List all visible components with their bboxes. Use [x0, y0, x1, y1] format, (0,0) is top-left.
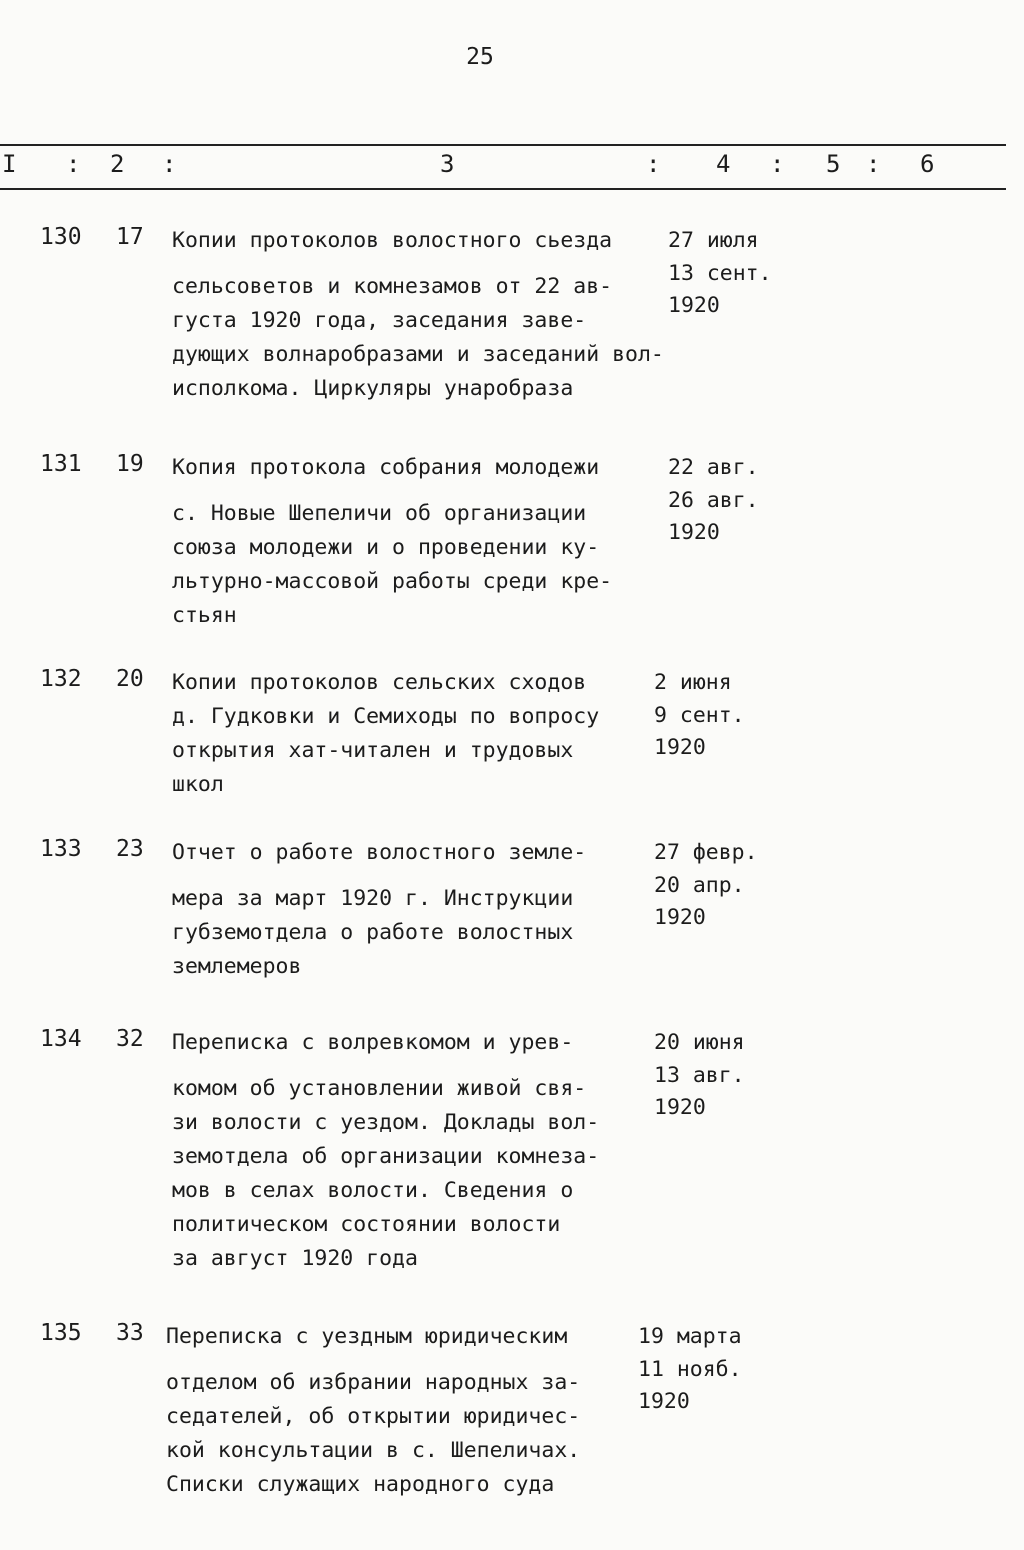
entry-number: 133 [40, 836, 82, 862]
year: 1920 [668, 520, 720, 545]
sheet-number: 17 [116, 224, 144, 250]
description-line: комом об установлении живой свя- [172, 1076, 587, 1101]
description-line: дующих волнаробразами и заседаний вол- [172, 342, 664, 367]
sheet-number: 32 [116, 1026, 144, 1052]
description-line: земотдела об организации комнеза- [172, 1144, 600, 1169]
end-date: 13 авг. [654, 1063, 745, 1088]
sheet-number: 20 [116, 666, 144, 692]
entry-dates [654, 1026, 794, 1124]
description-line: мов в селах волости. Сведения о [172, 1178, 574, 1203]
description-line: землемеров [172, 954, 302, 979]
column-separator: : [162, 150, 177, 178]
column-header-2: 2 [110, 150, 125, 178]
entry-description [172, 451, 712, 633]
description-line: д. Гудковки и Семиходы по вопросу [172, 704, 600, 729]
description-line: мера за март 1920 г. Инструкции [172, 886, 574, 911]
description-line: Копии протоколов волостного сьезда [172, 228, 613, 253]
entry-number: 134 [40, 1026, 82, 1052]
entry-number: 135 [40, 1320, 82, 1346]
end-date: 13 сент. [668, 261, 772, 286]
entry-dates [668, 224, 808, 322]
page-number: 25 [466, 44, 494, 70]
end-date: 26 авг. [668, 488, 759, 513]
description-line: Списки служащих народного суда [166, 1472, 555, 1497]
entry-dates [668, 451, 808, 549]
entry-description [172, 836, 712, 984]
entry-description [172, 224, 712, 406]
end-date: 20 апр. [654, 873, 745, 898]
entry-description [172, 666, 712, 802]
entry-description [172, 1026, 712, 1276]
entry-number: 130 [40, 224, 82, 250]
description-line: седателей, об открытии юридичес- [166, 1404, 581, 1429]
description-line: Копия протокола собрания молодежи [172, 455, 600, 480]
description-line: Копии протоколов сельских сходов [172, 670, 587, 695]
entry-dates [638, 1320, 778, 1418]
column-separator: : [646, 150, 661, 178]
start-date: 22 авг. [668, 455, 759, 480]
entry-number: 132 [40, 666, 82, 692]
description-line: открытия хат-читален и трудовых [172, 738, 574, 763]
column-header-4: 4 [716, 150, 731, 178]
header-top-rule [0, 144, 1006, 146]
year: 1920 [654, 735, 706, 760]
start-date: 20 июня [654, 1030, 745, 1055]
end-date: 11 нояб. [638, 1357, 742, 1382]
description-line: стьян [172, 603, 237, 628]
description-line: кой консультации в с. Шепеличах. [166, 1438, 581, 1463]
column-header-1: I [2, 150, 17, 178]
description-line: отделом об избрании народных за- [166, 1370, 581, 1395]
entry-number: 131 [40, 451, 82, 477]
description-line: губземотдела о работе волостных [172, 920, 574, 945]
sheet-number: 23 [116, 836, 144, 862]
end-date: 9 сент. [654, 703, 745, 728]
description-line: школ [172, 772, 224, 797]
column-separator: : [770, 150, 785, 178]
sheet-number: 33 [116, 1320, 144, 1346]
start-date: 19 марта [638, 1324, 742, 1349]
column-header-5: 5 [826, 150, 841, 178]
start-date: 27 февр. [654, 840, 758, 865]
entry-dates [654, 666, 794, 764]
description-line: Отчет о работе волостного земле- [172, 840, 587, 865]
column-header-6: 6 [920, 150, 935, 178]
entry-dates [654, 836, 794, 934]
description-line: сельсоветов и комнезамов от 22 ав- [172, 274, 613, 299]
description-line: исполкома. Циркуляры унаробраза [172, 376, 574, 401]
description-line: Переписка с волревкомом и урев- [172, 1030, 574, 1055]
column-separator: : [866, 150, 881, 178]
year: 1920 [654, 905, 706, 930]
description-line: льтурно-массовой работы среди кре- [172, 569, 613, 594]
year: 1920 [638, 1389, 690, 1414]
description-line: союза молодежи и о проведении ку- [172, 535, 600, 560]
description-line: Переписка с уездным юридическим [166, 1324, 568, 1349]
column-separator: : [66, 150, 81, 178]
sheet-number: 19 [116, 451, 144, 477]
year: 1920 [654, 1095, 706, 1120]
header-bottom-rule [0, 188, 1006, 190]
description-line: политическом состоянии волости [172, 1212, 561, 1237]
column-header-3: 3 [440, 150, 455, 178]
start-date: 27 июля [668, 228, 759, 253]
description-line: густа 1920 года, заседания заве- [172, 308, 587, 333]
description-line: зи волости с уездом. Доклады вол- [172, 1110, 600, 1135]
description-line: с. Новые Шепеличи об организации [172, 501, 587, 526]
description-line: за август 1920 года [172, 1246, 418, 1271]
entry-description [166, 1320, 706, 1502]
start-date: 2 июня [654, 670, 732, 695]
year: 1920 [668, 293, 720, 318]
